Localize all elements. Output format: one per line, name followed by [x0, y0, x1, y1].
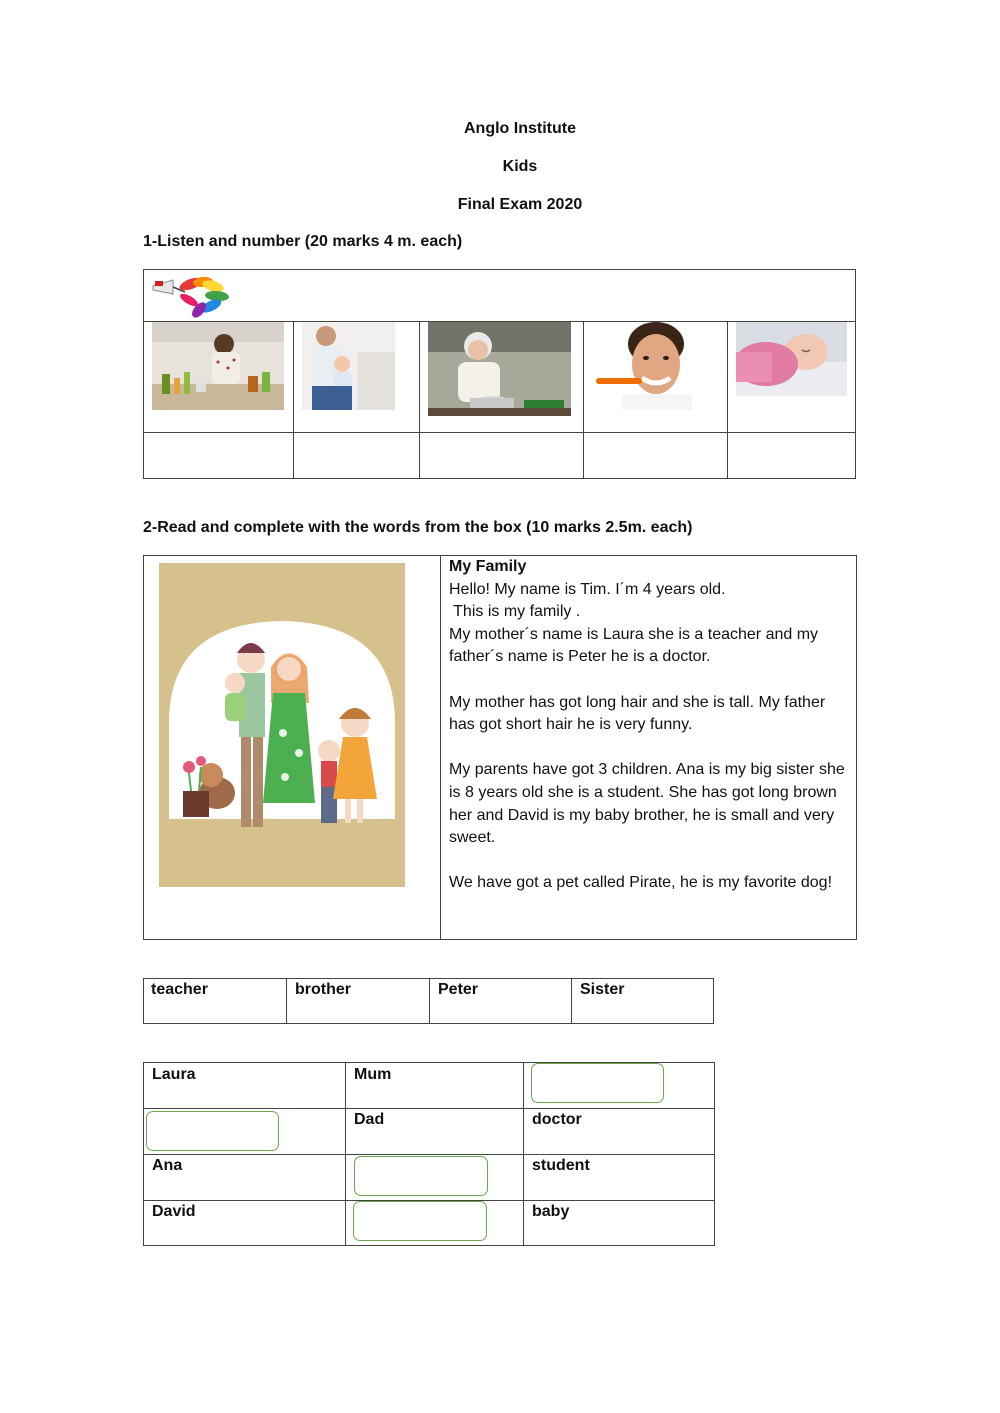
table-cell: Dad	[354, 1111, 385, 1128]
table-cell: Ana	[152, 1157, 183, 1174]
table-cell: doctor	[532, 1111, 582, 1128]
drop-zone[interactable]	[146, 1111, 279, 1151]
table-cell: David	[152, 1203, 196, 1220]
exam-title: Final Exam 2020	[457, 196, 583, 213]
story-line: This is my family .	[449, 603, 581, 621]
word-box-item[interactable]: brother	[286, 978, 429, 1024]
father-with-baby-photo	[302, 322, 395, 410]
divider	[143, 432, 856, 433]
grandmother-cooking-photo	[428, 322, 571, 416]
school-name: Anglo Institute	[464, 120, 576, 137]
word-box-item[interactable]: teacher	[151, 981, 208, 998]
level-name: Kids	[502, 158, 538, 175]
divider	[419, 321, 420, 479]
story-title: My Family	[449, 558, 527, 575]
mother-cooking-photo	[152, 322, 284, 410]
story-text	[449, 556, 849, 895]
sleeping-baby-photo	[736, 322, 847, 396]
drop-zone[interactable]	[531, 1063, 664, 1103]
divider	[440, 555, 441, 940]
table-cell: Laura	[152, 1066, 196, 1083]
divider	[523, 1062, 524, 1246]
audio-play-icon[interactable]	[151, 272, 233, 318]
exercise2-title: 2-Read and complete with the words from the box (10 marks 2.5m. each)	[143, 519, 693, 536]
exercise1-title: 1-Listen and number (20 marks 4 m. each)	[143, 233, 463, 250]
table-cell: Mum	[354, 1066, 392, 1083]
story-paragraph: My mother´s name is Laura she is a teacher and my father´s name is Peter he is a doctor.	[449, 625, 819, 666]
drop-zone[interactable]	[353, 1201, 487, 1241]
word-box-item[interactable]: Peter	[429, 978, 571, 1024]
drop-zone[interactable]	[354, 1156, 488, 1196]
story-line: Hello! My name is Tim. I´m 4 years old.	[449, 580, 726, 598]
boy-brushing-teeth-photo	[592, 322, 712, 410]
divider	[143, 1108, 715, 1109]
story-paragraph: My mother has got long hair and she is tall. My father has got short hair he is very funny.	[449, 693, 826, 734]
table-cell: baby	[532, 1203, 570, 1220]
divider	[293, 321, 294, 479]
story-paragraph: We have got a pet called Pirate, he is my favorite dog!	[449, 874, 833, 892]
divider	[583, 321, 584, 479]
divider	[143, 1154, 715, 1155]
table-cell: student	[532, 1157, 590, 1174]
divider	[345, 1062, 346, 1246]
word-box-item[interactable]: Sister	[571, 978, 714, 1024]
story-paragraph: My parents have got 3 children. Ana is my big sister she is 8 years old she is a student. She has got long brown her and David is my baby brother, he is small and very sweet.	[449, 761, 845, 847]
divider	[727, 321, 728, 479]
family-illustration	[159, 563, 405, 887]
